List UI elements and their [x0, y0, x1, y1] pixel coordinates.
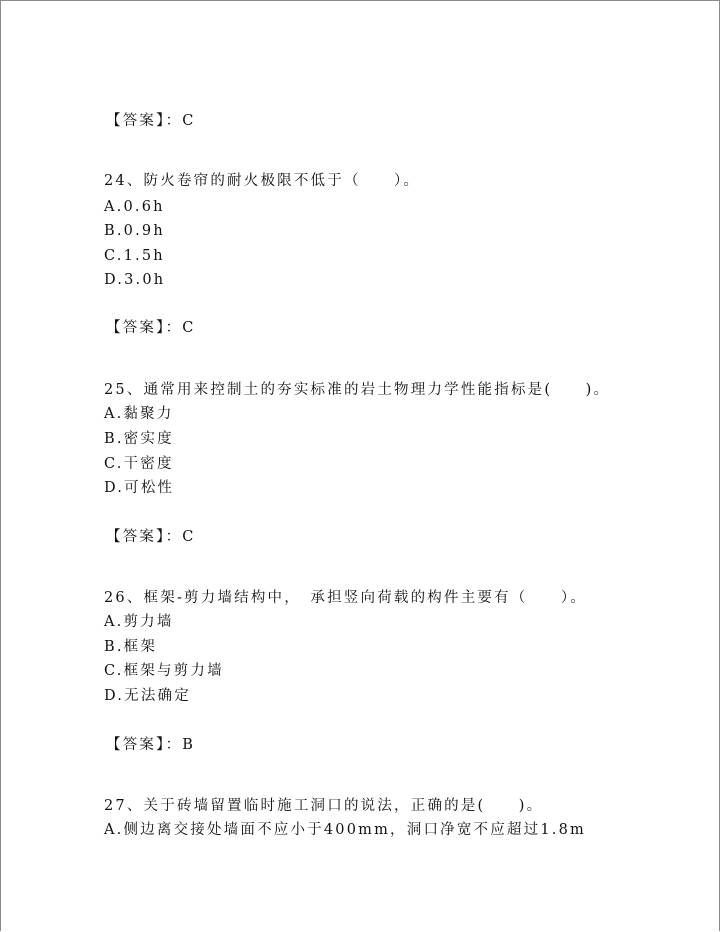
option-25-d: D.可松性: [104, 480, 175, 496]
question-25: 25、通常用来控制土的夯实标准的岩土物理力学性能指标是( )。: [104, 382, 611, 398]
answer-line-23: [106, 112, 196, 130]
answer-separator: ：: [165, 320, 183, 336]
question-27: 27、关于砖墙留置临时施工洞口的说法，正确的是( )。: [104, 798, 544, 814]
option-25-b: B.密实度: [104, 431, 174, 447]
answer-separator: ：: [165, 529, 183, 545]
option-24-a: A.0.6h: [104, 199, 165, 215]
answer-line-26: [106, 736, 195, 754]
option-25-c: C.干密度: [104, 456, 174, 472]
answer-line-24: [106, 319, 196, 337]
option-26-b: B.框架: [104, 639, 158, 655]
question-24: 24、防火卷帘的耐火极限不低于（ ）。: [104, 173, 421, 189]
option-26-c: C.框架与剪力墙: [104, 663, 224, 679]
answer-value: C: [182, 320, 196, 336]
answer-line-25: [106, 528, 196, 546]
option-25-a: A.黏聚力: [104, 406, 174, 422]
option-24-c: C.1.5h: [104, 248, 165, 264]
answer-label: 【答案】: [106, 737, 166, 753]
answer-label: 【答案】: [106, 320, 166, 336]
answer-value: B: [182, 737, 196, 753]
answer-label: 【答案】: [106, 529, 166, 545]
option-27-a: A.侧边离交接处墙面不应小于400mm，洞口净宽不应超过1.8m: [104, 822, 586, 838]
option-26-a: A.剪力墙: [104, 614, 174, 630]
option-26-d: D.无法确定: [104, 688, 191, 704]
answer-separator: ：: [165, 113, 183, 129]
option-24-b: B.0.9h: [104, 223, 165, 239]
option-24-d: D.3.0h: [104, 272, 166, 288]
answer-value: C: [182, 113, 196, 129]
answer-label: 【答案】: [106, 113, 166, 129]
question-26: 26、框架-剪力墙结构中， 承担竖向荷载的构件主要有（ ）。: [104, 590, 588, 606]
answer-separator: ：: [165, 737, 183, 753]
answer-value: C: [182, 529, 196, 545]
